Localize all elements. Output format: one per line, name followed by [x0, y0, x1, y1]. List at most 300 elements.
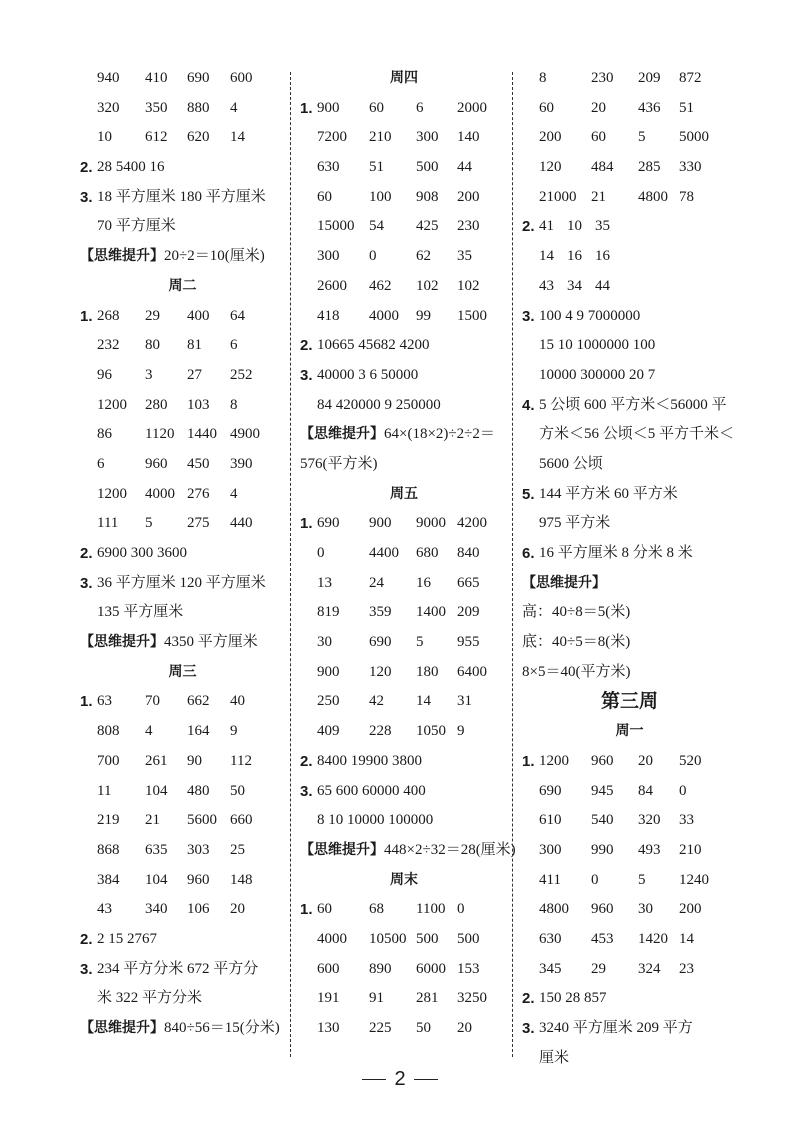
grid-row — [80, 836, 285, 866]
thinking-text: 576(平方米) — [300, 455, 378, 472]
item-number: 4. — [522, 396, 535, 414]
grid-cell: 225 — [369, 1020, 392, 1036]
grid-cell: 500 — [416, 159, 439, 176]
grid-cell: 104 — [145, 782, 168, 799]
grid-cell: 21000 — [539, 188, 577, 205]
item-number: 1. — [300, 901, 313, 919]
grid-cell: 6 — [416, 99, 424, 116]
grid-cell: 960 — [145, 455, 168, 472]
grid-row — [522, 747, 737, 777]
grid-cell: 6 — [97, 455, 105, 472]
grid-cell: 300 — [539, 841, 562, 858]
grid-cell: 808 — [97, 723, 120, 740]
answer-line — [80, 925, 285, 955]
grid-cell: 86 — [97, 426, 112, 443]
grid-cell: 940 — [97, 70, 120, 86]
grid-cell: 493 — [638, 841, 661, 858]
grid-row — [80, 123, 285, 153]
thinking-line — [300, 420, 508, 450]
grid-cell: 232 — [97, 337, 120, 354]
grid-cell: 8 — [539, 70, 547, 86]
grid-row — [80, 94, 285, 124]
grid-cell: 300 — [416, 129, 439, 146]
grid-cell: 4 — [145, 723, 153, 740]
grid-cell: 268 — [97, 307, 120, 324]
answer-line — [522, 450, 737, 480]
grid-cell: 31 — [457, 693, 472, 710]
grid-cell: 612 — [145, 129, 168, 146]
answer-text: 36 平方厘米 120 平方厘米 — [97, 574, 266, 591]
grid-cell: 690 — [187, 70, 210, 86]
grid-cell: 44 — [595, 277, 610, 294]
grid-cell: 200 — [539, 129, 562, 146]
item-number: 1. — [80, 693, 93, 711]
answer-line — [300, 777, 508, 807]
grid-cell: 60 — [539, 99, 554, 116]
grid-row — [522, 895, 737, 925]
answer-line — [522, 480, 737, 510]
grid-row — [300, 687, 508, 717]
grid-cell: 900 — [317, 663, 340, 680]
grid-cell: 9 — [230, 723, 238, 740]
item-number: 5. — [522, 485, 535, 503]
item-number: 1. — [300, 99, 313, 117]
grid-cell: 130 — [317, 1020, 340, 1036]
grid-row — [522, 242, 737, 272]
item-number: 2. — [522, 218, 535, 236]
item-number: 3. — [80, 574, 93, 592]
answer-text: 厘米 — [539, 1049, 570, 1066]
grid-row — [522, 836, 737, 866]
grid-cell: 1500 — [457, 307, 487, 324]
answer-text: 16 平方厘米 8 分米 8 米 — [539, 545, 693, 561]
grid-cell: 99 — [416, 307, 431, 324]
page-number-text: 2 — [394, 1068, 406, 1090]
answer-text: 15 10 1000000 100 — [539, 337, 656, 354]
grid-cell: 484 — [591, 159, 614, 176]
grid-cell: 5600 — [187, 812, 217, 829]
grid-row — [80, 64, 285, 94]
grid-row — [80, 480, 285, 510]
grid-cell: 51 — [369, 159, 384, 176]
grid-cell: 50 — [416, 1020, 431, 1036]
grid-cell: 411 — [539, 871, 561, 888]
grid-cell: 275 — [187, 515, 210, 532]
grid-row — [80, 895, 285, 925]
answer-text: 65 600 60000 400 — [317, 782, 426, 799]
grid-cell: 60 — [317, 188, 332, 205]
grid-cell: 70 — [145, 693, 160, 710]
grid-cell: 20 — [591, 99, 606, 116]
grid-cell: 54 — [369, 218, 384, 235]
grid-item2 — [522, 212, 737, 301]
grid-cell: 44 — [457, 159, 472, 176]
grid-cell: 8 — [230, 396, 238, 413]
item-number: 2. — [80, 545, 93, 562]
grid-cell: 210 — [369, 129, 392, 146]
grid-cell: 148 — [230, 871, 253, 888]
grid-cell: 27 — [187, 366, 202, 383]
grid-cell: 1200 — [97, 396, 127, 413]
grid-cell: 15000 — [317, 218, 355, 235]
grid-cell: 60 — [369, 99, 384, 116]
grid-cell: 3 — [145, 366, 153, 383]
grid-cell: 180 — [416, 663, 439, 680]
grid-cell: 900 — [369, 515, 392, 532]
grid-cell: 4 — [230, 485, 238, 502]
grid-cell: 4000 — [145, 485, 175, 502]
grid-cell: 0 — [369, 248, 377, 265]
grid-cell: 6 — [230, 337, 238, 354]
grid-cell: 384 — [97, 871, 120, 888]
grid-cell: 320 — [638, 812, 661, 829]
answer-line — [300, 747, 508, 777]
grid-zhouer — [80, 302, 285, 540]
thinking-text: 20÷2＝10(厘米) — [164, 248, 265, 265]
grid-cell: 41 — [539, 218, 554, 235]
answer-line — [300, 331, 508, 361]
column-divider — [290, 72, 291, 1057]
grid-cell: 13 — [317, 574, 332, 591]
answer-line — [522, 361, 737, 391]
grid-row — [300, 717, 508, 747]
grid-row — [522, 153, 737, 183]
grid-row — [522, 123, 737, 153]
grid-cell: 330 — [679, 159, 702, 176]
section-heading: 周三 — [168, 663, 197, 680]
grid-cell: 0 — [591, 871, 599, 888]
grid-cell: 425 — [416, 218, 439, 235]
grid-cell: 210 — [679, 841, 702, 858]
item-number: 1. — [80, 307, 93, 325]
grid-cell: 436 — [638, 99, 661, 116]
grid-cell: 10 — [567, 218, 582, 235]
grid-cell: 51 — [679, 99, 694, 116]
grid-cell: 16 — [595, 248, 610, 265]
grid-cell: 62 — [416, 248, 431, 265]
grid-cell: 819 — [317, 604, 340, 621]
grid-row — [300, 628, 508, 658]
grid-cell: 955 — [457, 634, 480, 651]
grid-row — [300, 955, 508, 985]
grid-cell: 868 — [97, 841, 120, 858]
answer-line — [522, 420, 737, 450]
grid-row — [300, 658, 508, 688]
answer-line — [522, 539, 737, 569]
grid-cell: 164 — [187, 723, 210, 740]
grid-row — [300, 94, 508, 124]
answer-text: 米 322 平方分米 — [97, 990, 203, 1007]
grid-cell: 228 — [369, 723, 392, 740]
grid-cell: 60 — [317, 901, 332, 918]
grid-cell: 209 — [638, 70, 661, 86]
grid-cell: 21 — [591, 188, 606, 205]
grid-cell: 990 — [591, 841, 614, 858]
section-heading: 周四 — [390, 70, 418, 86]
dash-right — [414, 1079, 438, 1080]
grid-zhousi — [300, 94, 508, 332]
grid-cell: 14 — [230, 129, 245, 146]
grid-row — [300, 302, 508, 332]
thinking-line — [80, 628, 285, 658]
grid-cell: 890 — [369, 960, 392, 977]
grid-cell: 200 — [679, 901, 702, 918]
thinking-line — [80, 242, 285, 272]
grid-row — [522, 272, 737, 302]
answer-text: 135 平方厘米 — [97, 604, 184, 621]
grid-cell: 120 — [539, 159, 562, 176]
grid-cell: 945 — [591, 782, 614, 799]
grid-cell: 600 — [230, 70, 253, 86]
answer-line — [300, 806, 508, 836]
answer-line — [300, 361, 508, 391]
item-number: 3. — [300, 366, 313, 384]
grid-cell: 111 — [97, 515, 119, 532]
item-number: 3. — [80, 960, 93, 978]
grid-cell: 960 — [187, 871, 210, 888]
item-number: 3. — [522, 1020, 535, 1037]
answer-line — [80, 598, 285, 628]
grid-cell: 303 — [187, 841, 210, 858]
grid-cell: 20 — [638, 752, 653, 769]
grid-cell: 660 — [230, 812, 253, 829]
grid-cell: 410 — [145, 70, 168, 86]
grid-cell: 68 — [369, 901, 384, 918]
grid-row — [80, 391, 285, 421]
grid-zhoumo — [300, 895, 508, 1043]
item-number: 2. — [80, 930, 93, 948]
dash-left — [362, 1079, 386, 1080]
grid-cell: 20 — [230, 901, 245, 918]
grid-cell: 261 — [145, 752, 168, 769]
answer-text: 100 4 9 7000000 — [539, 307, 641, 324]
section-heading: 周末 — [390, 871, 418, 888]
grid-cell: 690 — [369, 634, 392, 651]
grid-cell: 10 — [97, 129, 112, 146]
thinking-text: 840÷56＝15(分米) — [164, 1020, 280, 1036]
grid-cell: 104 — [145, 871, 168, 888]
answer-text: 975 平方米 — [539, 515, 611, 532]
grid-cell: 690 — [317, 515, 340, 532]
grid-cell: 103 — [187, 396, 210, 413]
grid-cell: 9 — [457, 723, 465, 740]
grid-cell: 345 — [539, 960, 562, 977]
answer-line — [522, 984, 737, 1014]
thinking-line — [522, 569, 737, 599]
grid-cell: 64 — [230, 307, 245, 324]
grid-cell: 112 — [230, 752, 252, 769]
grid-cell: 285 — [638, 159, 661, 176]
grid-cell: 21 — [145, 812, 160, 829]
answer-line — [80, 539, 285, 569]
grid-zhouyi — [522, 747, 737, 985]
column-2 — [300, 64, 516, 1044]
grid-cell: 453 — [591, 930, 614, 947]
grid-cell: 30 — [638, 901, 653, 918]
grid-cell: 5 — [638, 129, 646, 146]
grid-cell: 390 — [230, 455, 253, 472]
grid-cell: 10500 — [369, 930, 407, 947]
grid-cell: 340 — [145, 901, 168, 918]
grid-cell: 35 — [595, 218, 610, 235]
answer-text: 10665 45682 4200 — [317, 337, 430, 354]
grid-row — [80, 361, 285, 391]
grid-cell: 630 — [539, 930, 562, 947]
grid-cell: 4800 — [539, 901, 569, 918]
grid-cell: 662 — [187, 693, 210, 710]
grid-cell: 1100 — [416, 901, 446, 918]
answer-line — [522, 391, 737, 421]
grid-cell: 29 — [591, 960, 606, 977]
answer-text: 方米＜56 公顷＜5 平方千米＜ — [539, 426, 735, 443]
grid-row — [300, 598, 508, 628]
grid-cell: 1400 — [416, 604, 446, 621]
grid-cell: 84 — [638, 782, 653, 799]
answer-line — [80, 183, 285, 213]
thinking-text: 底：40÷5＝8(米) — [522, 634, 631, 651]
thinking-label: 【思维提升】 — [300, 426, 384, 443]
grid-cell: 25 — [230, 841, 245, 858]
thinking-text: 448×2÷32＝28(厘米) — [384, 841, 516, 858]
item-number: 2. — [300, 337, 313, 355]
section-heading: 周五 — [390, 485, 418, 502]
grid-row — [300, 153, 508, 183]
item-number: 1. — [522, 752, 535, 770]
grid-cell: 120 — [369, 663, 392, 680]
answer-text: 2 15 2767 — [97, 930, 157, 947]
grid-cell: 281 — [416, 990, 439, 1007]
grid-cell: 230 — [591, 70, 614, 86]
item-number: 2. — [80, 159, 93, 177]
grid-cell: 30 — [317, 634, 332, 651]
grid-row — [522, 212, 737, 242]
grid-cell: 600 — [317, 960, 340, 977]
grid-cell: 620 — [187, 129, 210, 146]
grid-cell: 230 — [457, 218, 480, 235]
grid-row — [80, 747, 285, 777]
grid-row — [300, 895, 508, 925]
grid-cell: 409 — [317, 723, 340, 740]
grid-cell: 191 — [317, 990, 340, 1007]
page-number — [0, 1068, 800, 1091]
grid-cell: 24 — [369, 574, 384, 591]
answer-text: 144 平方米 60 平方米 — [539, 485, 678, 502]
grid-cell: 3250 — [457, 990, 487, 1007]
grid-cell: 440 — [230, 515, 253, 532]
grid-cell: 6400 — [457, 663, 487, 680]
grid-cell: 35 — [457, 248, 472, 265]
grid-cell: 9000 — [416, 515, 446, 532]
grid-row — [80, 420, 285, 450]
grid-cell: 91 — [369, 990, 384, 1007]
grid-cell: 500 — [416, 930, 439, 947]
grid-cell: 16 — [567, 248, 582, 265]
grid-cell: 96 — [97, 366, 112, 383]
grid-cell: 908 — [416, 188, 439, 205]
grid-cell: 250 — [317, 693, 340, 710]
grid-cell: 90 — [187, 752, 202, 769]
grid-cell: 1050 — [416, 723, 446, 740]
answer-line — [522, 302, 737, 332]
grid-cell: 276 — [187, 485, 210, 502]
grid-cell: 200 — [457, 188, 480, 205]
thinking-label: 【思维提升】 — [80, 248, 164, 265]
item-number: 1. — [300, 515, 313, 533]
answer-line — [522, 331, 737, 361]
grid-cell: 50 — [230, 782, 245, 799]
grid-row — [300, 539, 508, 569]
grid-cell: 450 — [187, 455, 210, 472]
grid-cell: 900 — [317, 99, 340, 116]
grid-cell: 106 — [187, 901, 210, 918]
grid-cell: 100 — [369, 188, 392, 205]
grid-row — [522, 955, 737, 985]
thinking-line — [522, 628, 737, 658]
grid-cell: 635 — [145, 841, 168, 858]
grid-cell: 1200 — [539, 752, 569, 769]
thinking-text: 64×(18×2)÷2÷2＝ — [384, 426, 495, 443]
grid-row — [522, 64, 737, 94]
grid-cell: 630 — [317, 159, 340, 176]
grid-cell: 1200 — [97, 485, 127, 502]
answer-line — [522, 1014, 737, 1044]
grid-row — [300, 509, 508, 539]
column-3 — [522, 64, 737, 1073]
thinking-text: 8×5＝40(平方米) — [522, 663, 631, 680]
grid-cell: 350 — [145, 99, 168, 116]
item-number: 2. — [522, 990, 535, 1008]
grid-cell: 102 — [457, 277, 480, 294]
grid-cell: 5 — [416, 634, 424, 651]
grid-cell: 209 — [457, 604, 480, 621]
thinking-line — [80, 1014, 285, 1044]
thinking-text: 4350 平方厘米 — [164, 634, 258, 651]
thinking-label: 【思维提升】 — [300, 841, 384, 858]
grid-cell: 4000 — [369, 307, 399, 324]
answer-text: 10000 300000 20 7 — [539, 366, 656, 383]
grid-cell: 14 — [416, 693, 431, 710]
grid-row — [300, 183, 508, 213]
grid-cell: 665 — [457, 574, 480, 591]
grid-row — [80, 717, 285, 747]
grid-cell: 1240 — [679, 871, 709, 888]
grid-cell: 960 — [591, 901, 614, 918]
grid-cell: 4 — [230, 99, 238, 116]
answer-text: 234 平方分米 672 平方分 — [97, 960, 259, 977]
answer-text: 3240 平方厘米 209 平方 — [539, 1020, 693, 1036]
answer-text: 28 5400 16 — [97, 159, 165, 176]
grid-cell: 11 — [97, 782, 112, 799]
grid-cell: 4800 — [638, 188, 668, 205]
answer-line — [80, 569, 285, 599]
grid-cell: 690 — [539, 782, 562, 799]
grid-cell: 5 — [145, 515, 153, 532]
grid-zhouwu — [300, 509, 508, 747]
answer-text: 8400 19900 3800 — [317, 752, 422, 769]
grid-cell: 4200 — [457, 515, 487, 532]
grid-cell: 5 — [638, 871, 646, 888]
answer-line — [80, 955, 285, 985]
grid-row — [522, 777, 737, 807]
answer-text: 70 平方厘米 — [97, 218, 176, 235]
grid-cell: 500 — [457, 930, 480, 947]
grid-cell: 40 — [230, 693, 245, 710]
thinking-text: 高：40÷8＝5(米) — [522, 604, 631, 621]
grid-cell: 43 — [539, 277, 554, 294]
answer-line — [80, 153, 285, 183]
grid-cell: 63 — [97, 693, 112, 710]
grid-row — [300, 925, 508, 955]
